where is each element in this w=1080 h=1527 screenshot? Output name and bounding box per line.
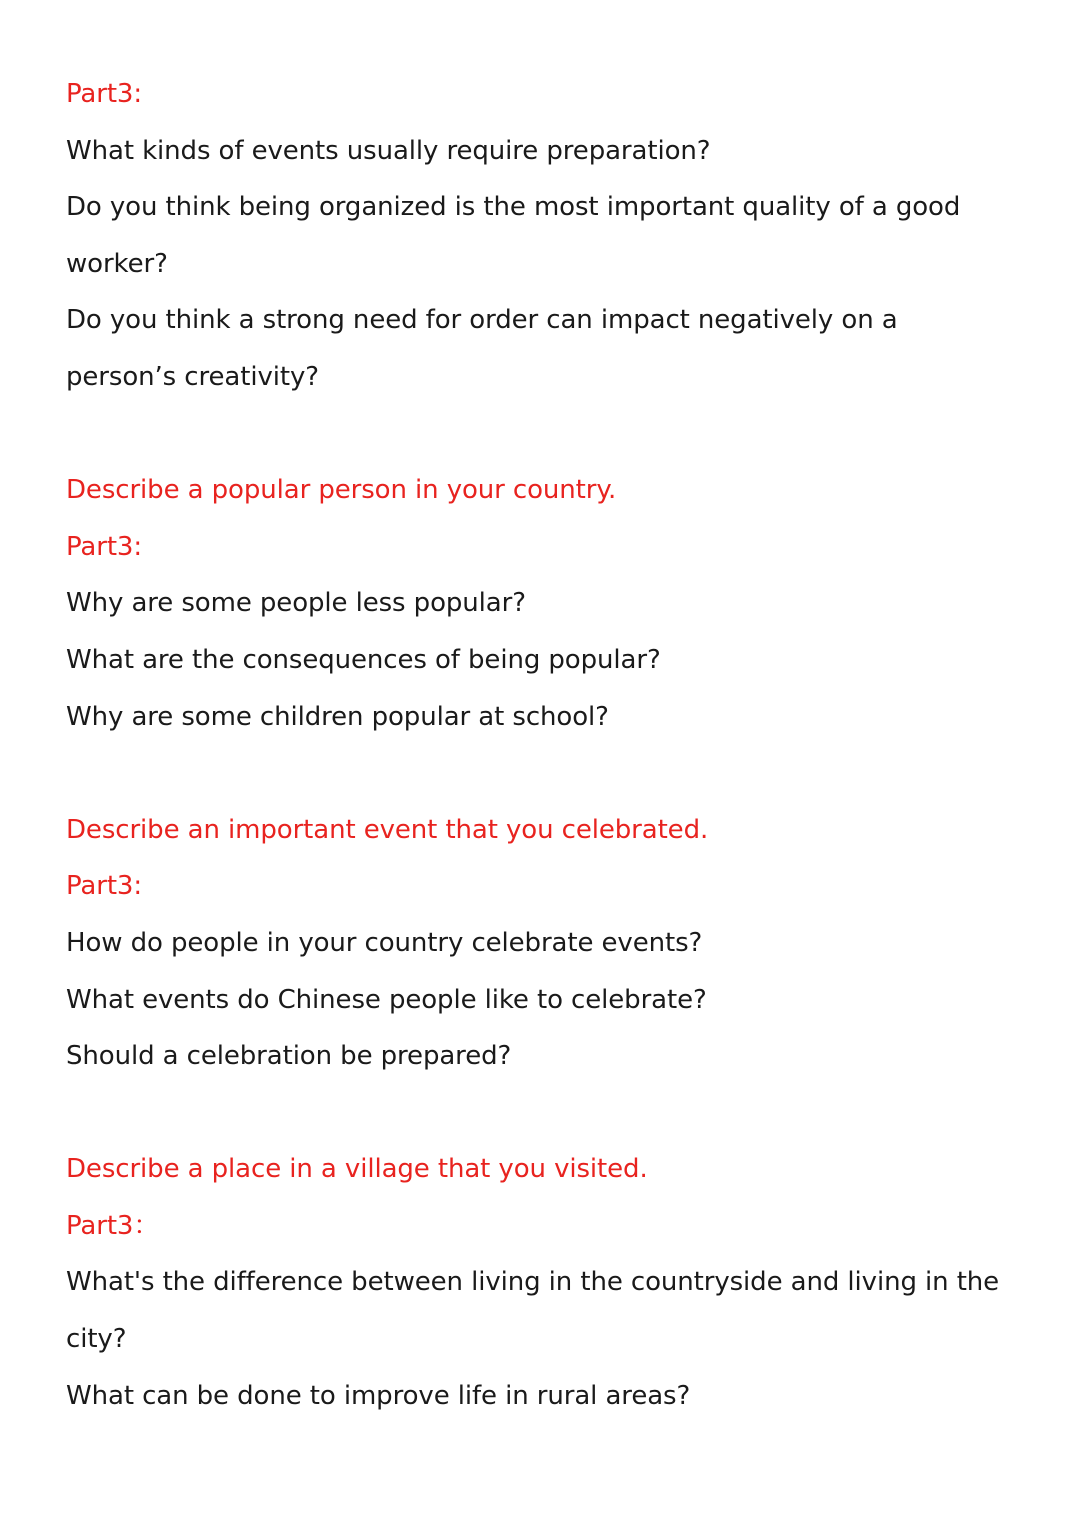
section-3 [66,802,1026,1085]
section-heading: Describe an important event that you celebrated. [66,814,709,845]
question-line: Why are some people less popular? [66,588,526,619]
question-line: Do you think being organized is the most important quality of a good [66,192,961,223]
question-line: What events do Chinese people like to celebrate? [66,984,707,1015]
question-line: Why are some children popular at school? [66,701,609,732]
spacer [66,406,1026,463]
spacer [66,1085,1026,1142]
section-2 [66,462,1026,745]
question-line: What's the difference between living in the countryside and living in the [66,1267,1000,1298]
section-4 [66,1141,1026,1424]
section-1 [66,66,1026,406]
part-label: Part3: [66,531,143,562]
question-line: person’s creativity? [66,361,319,392]
part-label: Part3： [66,1210,160,1241]
section-heading: Describe a popular person in your country. [66,475,617,506]
question-line: What kinds of events usually require preparation? [66,135,711,166]
section-heading: Describe a place in a village that you visited. [66,1154,648,1185]
question-line: worker? [66,248,168,279]
question-line: city? [66,1324,127,1355]
document-page [66,66,1026,1424]
part-label: Part3: [66,871,143,902]
question-line: Should a celebration be prepared? [66,1041,512,1072]
question-line: What are the consequences of being popular? [66,644,661,675]
question-line: How do people in your country celebrate events? [66,927,703,958]
question-line: What can be done to improve life in rural areas? [66,1380,691,1411]
spacer [66,745,1026,802]
question-line: Do you think a strong need for order can impact negatively on a [66,305,898,336]
part-label: Part3: [66,79,143,109]
